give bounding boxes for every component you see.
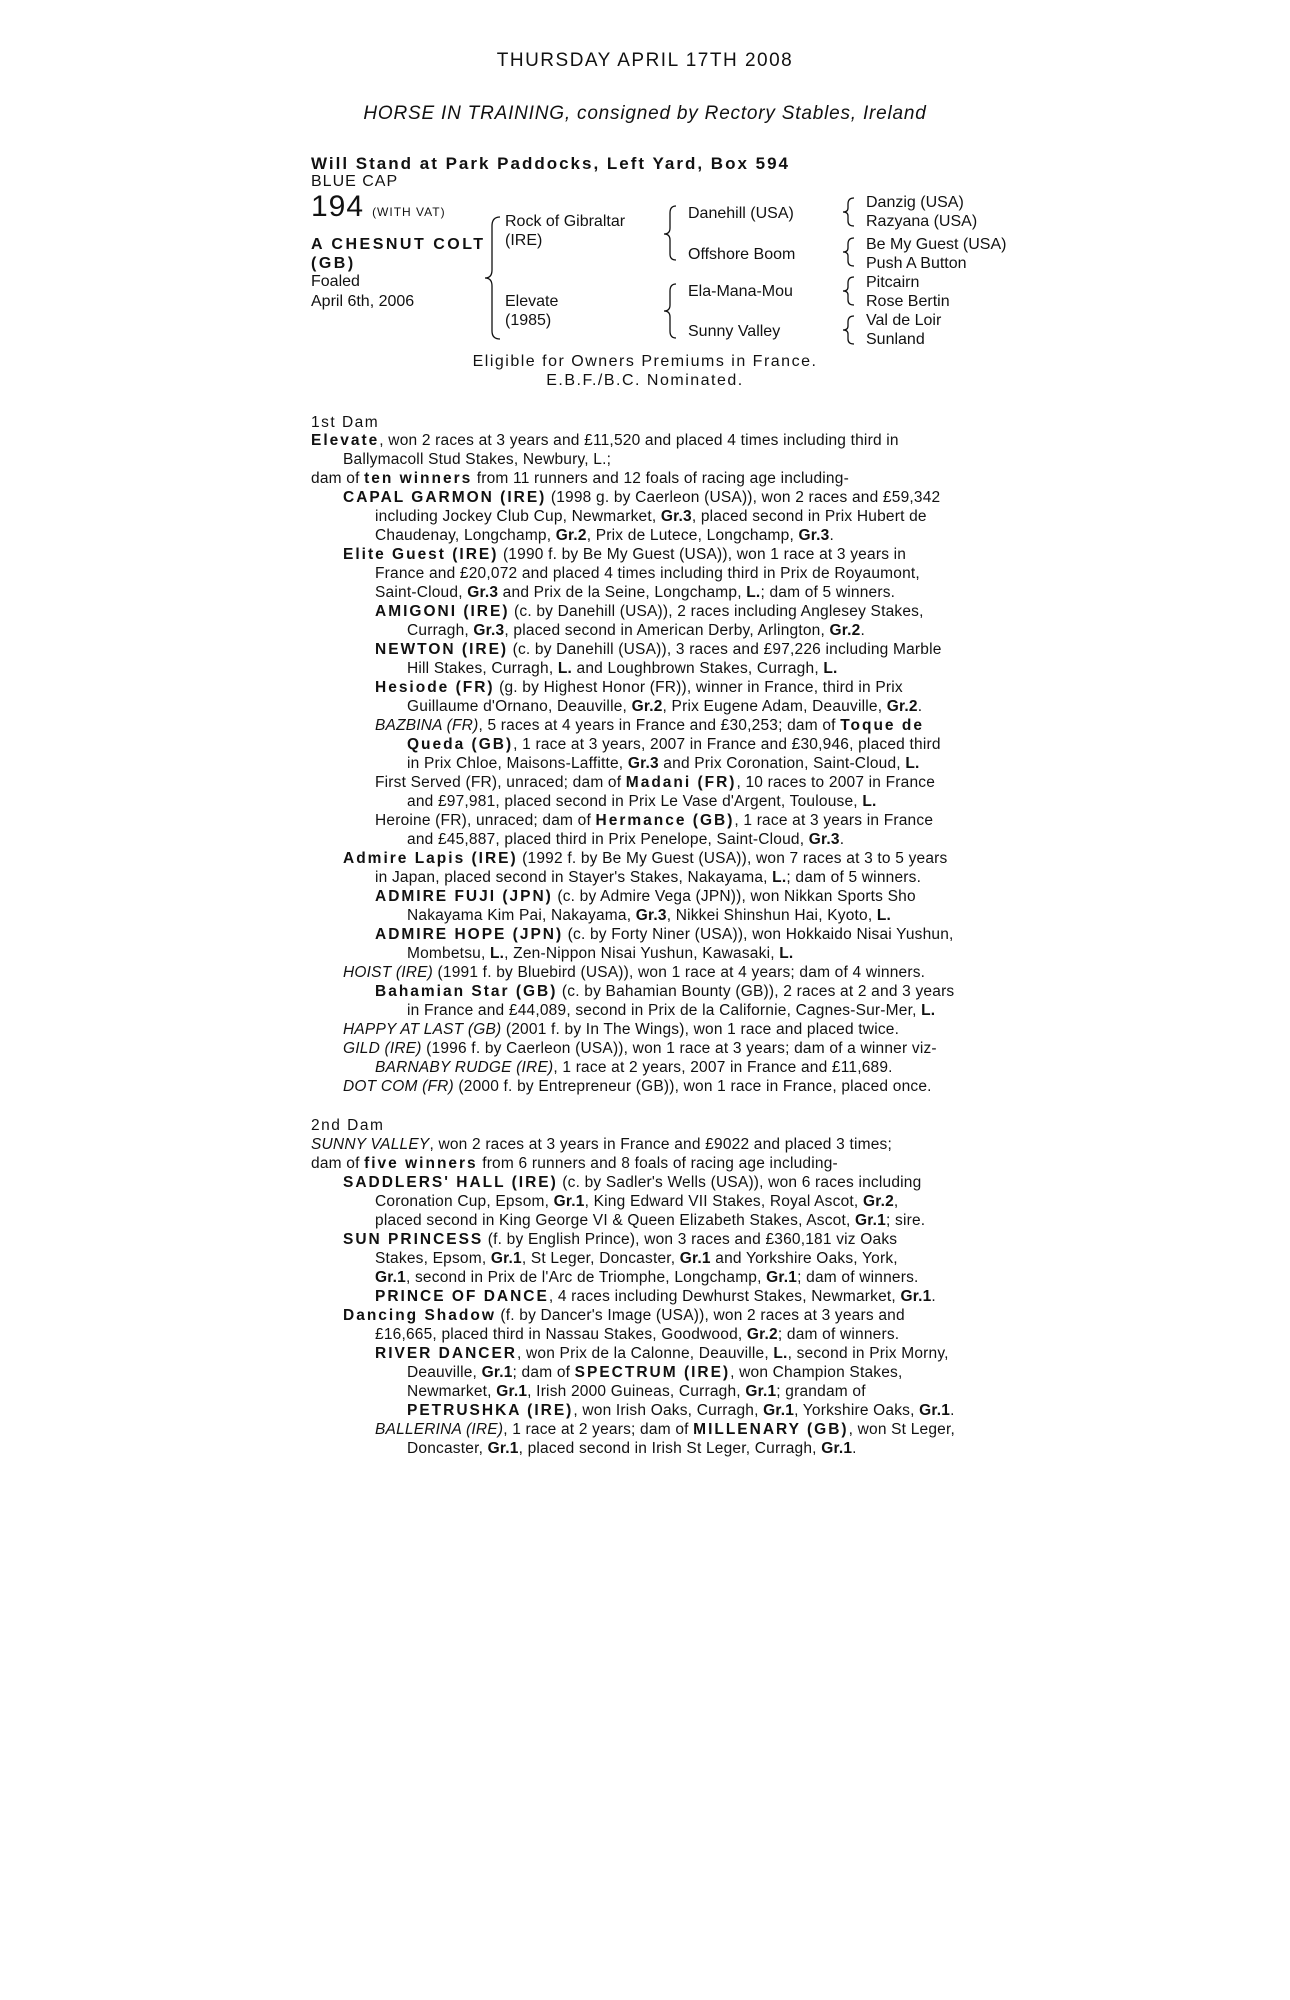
bracket-g12 [843,198,854,226]
second-dam-line: SADDLERS' HALL (IRE) (c. by Sadler's Wells (USA)), won 6 races including [343,1174,922,1191]
first-dam-line: Queda (GB), 1 race at 3 years, 2007 in France and £30,946, placed third [407,736,941,753]
second-dam-line: RIVER DANCER, won Prix de la Calonne, Deauville, L., second in Prix Morny, [375,1345,949,1362]
first-dam-line: NEWTON (IRE) (c. by Danehill (USA)), 3 races and £97,226 including Marble [375,641,942,658]
pedigree-g8: Sunland [866,331,925,348]
second-dam-line: PRINCE OF DANCE, 4 races including Dewhurst Stakes, Newmarket, Gr.1. [375,1288,936,1305]
sale-date-header: THURSDAY APRIL 17TH 2008 [496,50,794,71]
pedigree-g6: Rose Bertin [866,293,950,310]
second-dam-line: BALLERINA (IRE), 1 race at 2 years; dam of MILLENARY (GB), won St Leger, [375,1421,955,1438]
foaled-label: Foaled [311,273,360,290]
second-dam-line: Doncaster, Gr.1, placed second in Irish St Leger, Curragh, Gr.1. [407,1440,857,1457]
first-dam-line: Ballymacoll Stud Stakes, Newbury, L.; [343,451,612,468]
first-dam-line: in Japan, placed second in Stayer's Stakes, Nakayama, L.; dam of 5 winners. [375,869,922,886]
second-dam-line: placed second in King George VI & Queen Elizabeth Stakes, Ascot, Gr.1; sire. [375,1212,926,1229]
first-dam-line: Admire Lapis (IRE) (1992 f. by Be My Guest (USA)), won 7 races at 3 to 5 years [343,850,948,867]
first-dam-line: France and £20,072 and placed 4 times including third in Prix de Royaumont, [375,565,920,582]
first-dam-line: BAZBINA (FR), 5 races at 4 years in France and £30,253; dam of Toque de [375,717,924,734]
pedigree-g4: Push A Button [866,255,967,272]
second-dam-heading: 2nd Dam [311,1117,385,1134]
pedigree-g5: Pitcairn [866,274,920,291]
second-dam-line: Dancing Shadow (f. by Dancer's Image (USA)), won 2 races at 3 years and [343,1307,905,1324]
first-dam-heading: 1st Dam [311,414,380,431]
first-dam-line: Mombetsu, L., Zen-Nippon Nisai Yushun, Kawasaki, L. [407,945,794,962]
first-dam-line: Curragh, Gr.3, placed second in American Derby, Arlington, Gr.2. [407,622,865,639]
first-dam-line: DOT COM (FR) (2000 f. by Entrepreneur (GB)), won 1 race in France, placed once. [343,1078,932,1095]
cap-colour: BLUE CAP [311,173,399,190]
pedigree-g1: Danzig (USA) [866,194,964,211]
first-dam-line: HAPPY AT LAST (GB) (2001 f. by In The Wings), won 1 race and placed twice. [343,1021,900,1038]
lot-description-line-2: (GB) [311,255,356,272]
first-dam-line: and £45,887, placed third in Prix Penelope, Saint-Cloud, Gr.3. [407,831,845,848]
stand-location: Will Stand at Park Paddocks, Left Yard, Box 594 [311,154,790,173]
pedigree-brackets [0,0,1290,360]
pedigree-sire-dam: Offshore Boom [688,246,796,263]
second-dam-line: Coronation Cup, Epsom, Gr.1, King Edward VII Stakes, Royal Ascot, Gr.2, [375,1193,899,1210]
second-dam-line: SUNNY VALLEY, won 2 races at 3 years in France and £9022 and placed 3 times; [311,1136,893,1153]
bracket-main [485,217,500,339]
bracket-sire [664,206,676,260]
first-dam-line: HOIST (IRE) (1991 f. by Bluebird (USA)), won 1 race at 4 years; dam of 4 winners. [343,964,926,981]
first-dam-line: Guillaume d'Ornano, Deauville, Gr.2, Prix Eugene Adam, Deauville, Gr.2. [407,698,923,715]
second-dam-line: Newmarket, Gr.1, Irish 2000 Guineas, Curragh, Gr.1; grandam of [407,1383,866,1400]
pedigree-sire-suffix: (IRE) [505,232,543,249]
first-dam-line: Chaudenay, Longchamp, Gr.2, Prix de Lutece, Longchamp, Gr.3. [375,527,834,544]
bracket-g34 [843,238,854,266]
first-dam-line: Nakayama Kim Pai, Nakayama, Gr.3, Nikkei Shinshun Hai, Kyoto, L. [407,907,892,924]
second-dam-line: Gr.1, second in Prix de l'Arc de Triomphe, Longchamp, Gr.1; dam of winners. [375,1269,919,1286]
second-dam-line: dam of five winners from 6 runners and 8 foals of racing age including- [311,1155,838,1172]
foaled-date: April 6th, 2006 [311,293,415,310]
first-dam-line: Hesiode (FR) (g. by Highest Honor (FR)), winner in France, third in Prix [375,679,903,696]
first-dam-line: in France and £44,089, second in Prix de la Californie, Cagnes-Sur-Mer, L. [407,1002,936,1019]
bracket-g56 [843,277,854,305]
pedigree-dam-sire: Ela-Mana-Mou [688,283,793,300]
first-dam-line: GILD (IRE) (1996 f. by Caerleon (USA)), won 1 race at 3 years; dam of a winner viz- [343,1040,937,1057]
second-dam-line: SUN PRINCESS (f. by English Prince), won 3 races and £360,181 viz Oaks [343,1231,898,1248]
first-dam-line: BARNABY RUDGE (IRE), 1 race at 2 years, 2007 in France and £11,689. [375,1059,893,1076]
first-dam-line: Saint-Cloud, Gr.3 and Prix de la Seine, Longchamp, L.; dam of 5 winners. [375,584,896,601]
first-dam-line: CAPAL GARMON (IRE) (1998 g. by Caerleon (USA)), won 2 races and £59,342 [343,489,941,506]
lot-number: 194 [311,190,365,223]
first-dam-line: in Prix Chloe, Maisons-Laffitte, Gr.3 and Prix Coronation, Saint-Cloud, L. [407,755,920,772]
nomination-line: E.B.F./B.C. Nominated. [546,372,744,389]
pedigree-dam: Elevate [505,293,559,310]
pedigree-g3: Be My Guest (USA) [866,236,1007,253]
bracket-g78 [843,316,854,344]
vat-note: (WITH VAT) [372,205,446,219]
first-dam-line: First Served (FR), unraced; dam of Madani (FR), 10 races to 2007 in France [375,774,936,791]
first-dam-line: Elite Guest (IRE) (1990 f. by Be My Guest (USA)), won 1 race at 3 years in [343,546,907,563]
consignment-line: HORSE IN TRAINING, consigned by Rectory Stables, Ireland [363,103,927,124]
first-dam-line: Elevate, won 2 races at 3 years and £11,520 and placed 4 times including third in [311,432,899,449]
pedigree-dam-suffix: (1985) [505,312,552,329]
pedigree-dam-dam: Sunny Valley [688,323,781,340]
pedigree-g7: Val de Loir [866,312,942,329]
first-dam-line: ADMIRE HOPE (JPN) (c. by Forty Niner (USA)), won Hokkaido Nisai Yushun, [375,926,954,943]
second-dam-line: Stakes, Epsom, Gr.1, St Leger, Doncaster, Gr.1 and Yorkshire Oaks, York, [375,1250,898,1267]
first-dam-line: Bahamian Star (GB) (c. by Bahamian Bounty (GB)), 2 races at 2 and 3 years [375,983,955,1000]
pedigree-g2: Razyana (USA) [866,213,978,230]
second-dam-line: PETRUSHKA (IRE), won Irish Oaks, Curragh, Gr.1, Yorkshire Oaks, Gr.1. [407,1402,955,1419]
first-dam-line: dam of ten winners from 11 runners and 12 foals of racing age including- [311,470,849,487]
first-dam-line: ADMIRE FUJI (JPN) (c. by Admire Vega (JPN)), won Nikkan Sports Sho [375,888,916,905]
lot-description-line-1: A CHESNUT COLT [311,236,486,253]
first-dam-line: Heroine (FR), unraced; dam of Hermance (GB), 1 race at 3 years in France [375,812,934,829]
second-dam-line: Deauville, Gr.1; dam of SPECTRUM (IRE), won Champion Stakes, [407,1364,903,1381]
pedigree-sire-sire: Danehill (USA) [688,205,794,222]
second-dam-line: £16,665, placed third in Nassau Stakes, Goodwood, Gr.2; dam of winners. [375,1326,900,1343]
eligibility-line: Eligible for Owners Premiums in France. [472,353,818,370]
first-dam-line: and £97,981, placed second in Prix Le Vase d'Argent, Toulouse, L. [407,793,877,810]
first-dam-line: AMIGONI (IRE) (c. by Danehill (USA)), 2 races including Anglesey Stakes, [375,603,924,620]
first-dam-line: including Jockey Club Cup, Newmarket, Gr.3, placed second in Prix Hubert de [375,508,927,525]
first-dam-line: Hill Stakes, Curragh, L. and Loughbrown Stakes, Curragh, L. [407,660,838,677]
pedigree-sire: Rock of Gibraltar [505,213,626,230]
bracket-dam [664,284,676,338]
